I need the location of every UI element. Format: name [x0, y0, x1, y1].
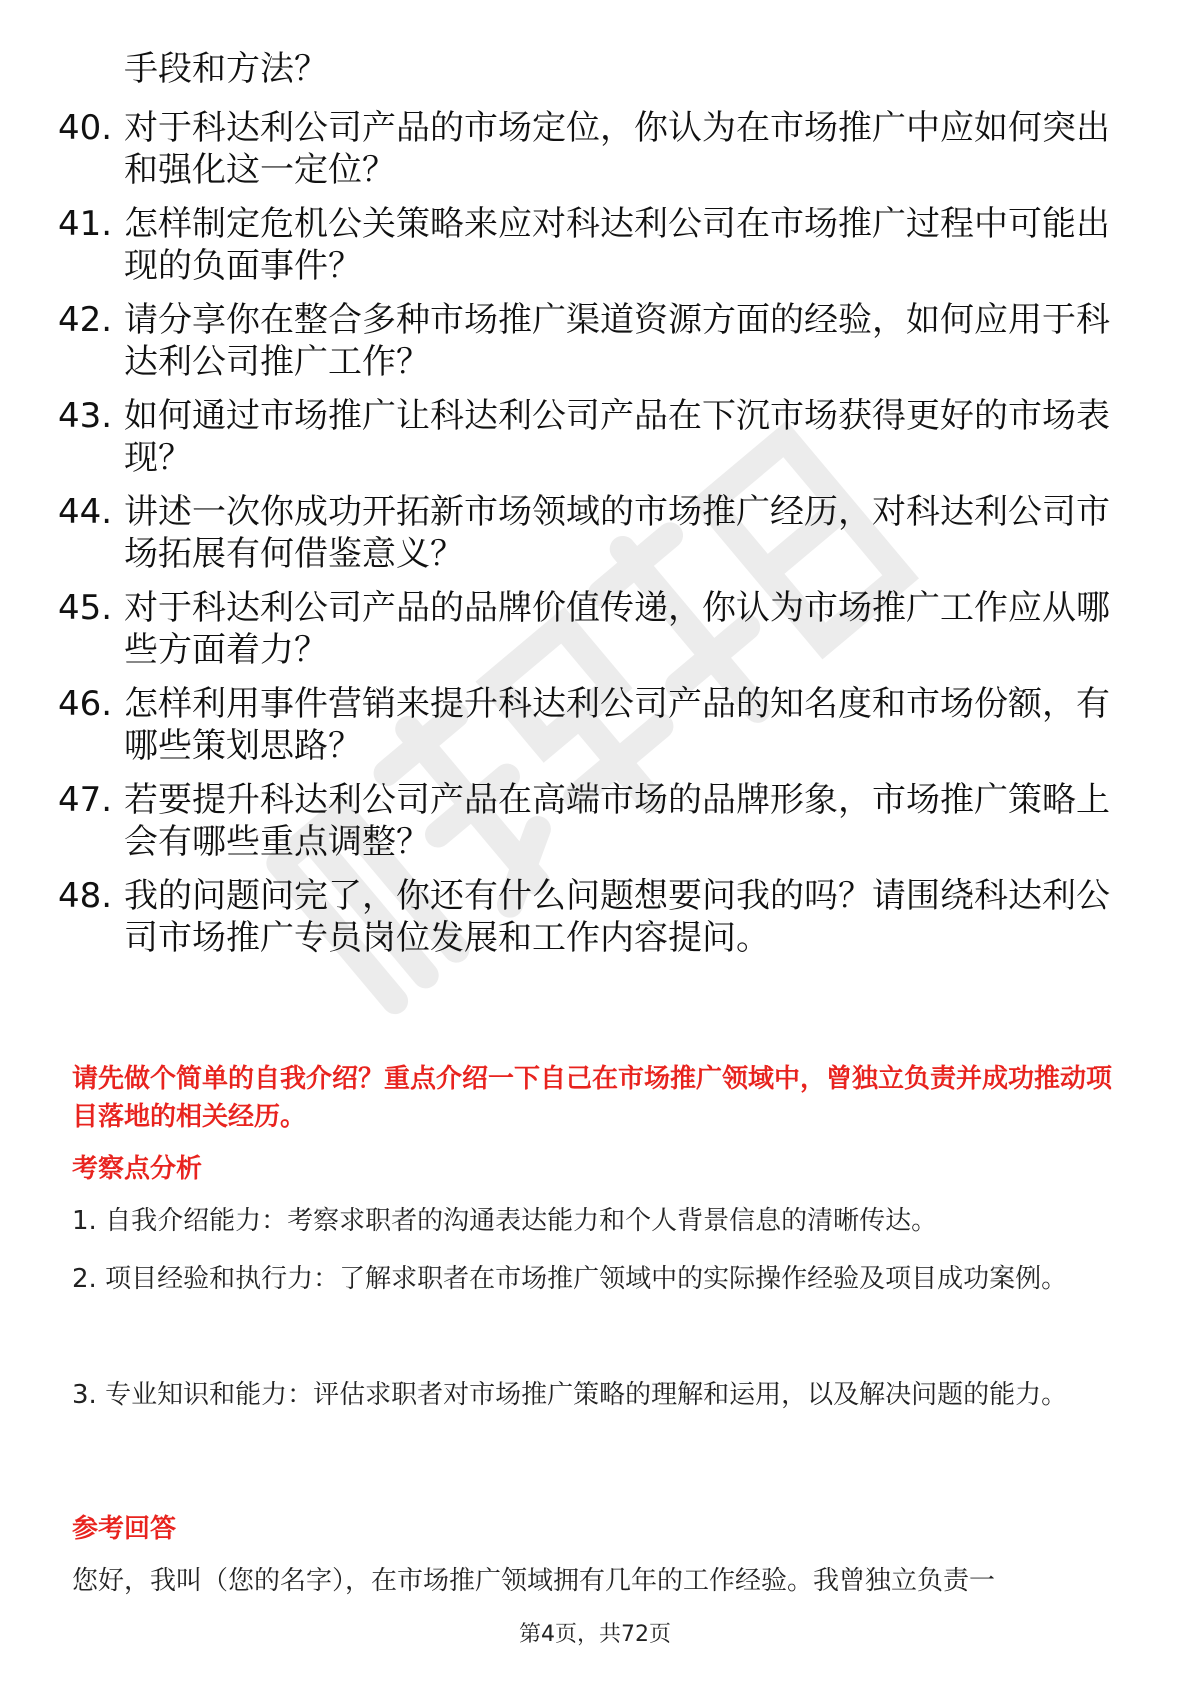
question-number: 40.	[58, 108, 113, 148]
question-text: 对于科达利公司产品的品牌价值传递，你认为市场推广工作应从哪些方面着力？	[124, 588, 1110, 670]
main-question: 请先做个简单的自我介绍？重点介绍一下自己在市场推广领域中，曾独立负责并成功推动项目落地的相关经历。	[72, 1064, 1113, 1132]
question-text: 怎样利用事件营销来提升科达利公司产品的知名度和市场份额，有哪些策划思路？	[124, 684, 1110, 766]
question-number: 41.	[58, 204, 113, 244]
page-number: 第4页，共72页	[519, 1622, 671, 1647]
question-text: 若要提升科达利公司产品在高端市场的品牌形象，市场推广策略上会有哪些重点调整？	[124, 780, 1110, 862]
analysis-heading: 考察点分析	[72, 1154, 203, 1184]
question-text: 讲述一次你成功开拓新市场领域的市场推广经历，对科达利公司市场拓展有何借鉴意义？	[124, 492, 1110, 574]
question-number: 47.	[58, 780, 113, 820]
question-text: 怎样制定危机公关策略来应对科达利公司在市场推广过程中可能出现的负面事件？	[124, 204, 1110, 286]
question-text: 请分享你在整合多种市场推广渠道资源方面的经验，如何应用于科达利公司推广工作？	[124, 300, 1110, 382]
question-text: 如何通过市场推广让科达利公司产品在下沉市场获得更好的市场表现？	[124, 396, 1110, 478]
question-number: 46.	[58, 684, 113, 724]
question-number: 44.	[58, 492, 113, 532]
question-number: 48.	[58, 876, 113, 916]
question-number: 43.	[58, 396, 113, 436]
analysis-point: 2. 项目经验和执行力：了解求职者在市场推广领域中的实际操作经验及项目成功案例。	[72, 1264, 1068, 1294]
question-text: 对于科达利公司产品的市场定位，你认为在市场推广中应如何突出和强化这一定位？	[124, 108, 1110, 190]
question-number: 45.	[58, 588, 113, 628]
question-number: 42.	[58, 300, 113, 340]
analysis-point: 3. 专业知识和能力：评估求职者对市场推广策略的理解和运用，以及解决问题的能力。	[72, 1380, 1068, 1410]
answer-heading: 参考回答	[72, 1514, 177, 1544]
analysis-point: 1. 自我介绍能力：考察求职者的沟通表达能力和个人背景信息的清晰传达。	[72, 1206, 938, 1236]
continuation-text: 手段和方法？	[124, 49, 328, 89]
answer-text: 您好，我叫（您的名字），在市场推广领域拥有几年的工作经验。我曾独立负责一	[72, 1566, 996, 1596]
question-text: 我的问题问完了，你还有什么问题想要问我的吗？请围绕科达利公司市场推广专员岗位发展和工作内容提问。	[124, 876, 1110, 958]
